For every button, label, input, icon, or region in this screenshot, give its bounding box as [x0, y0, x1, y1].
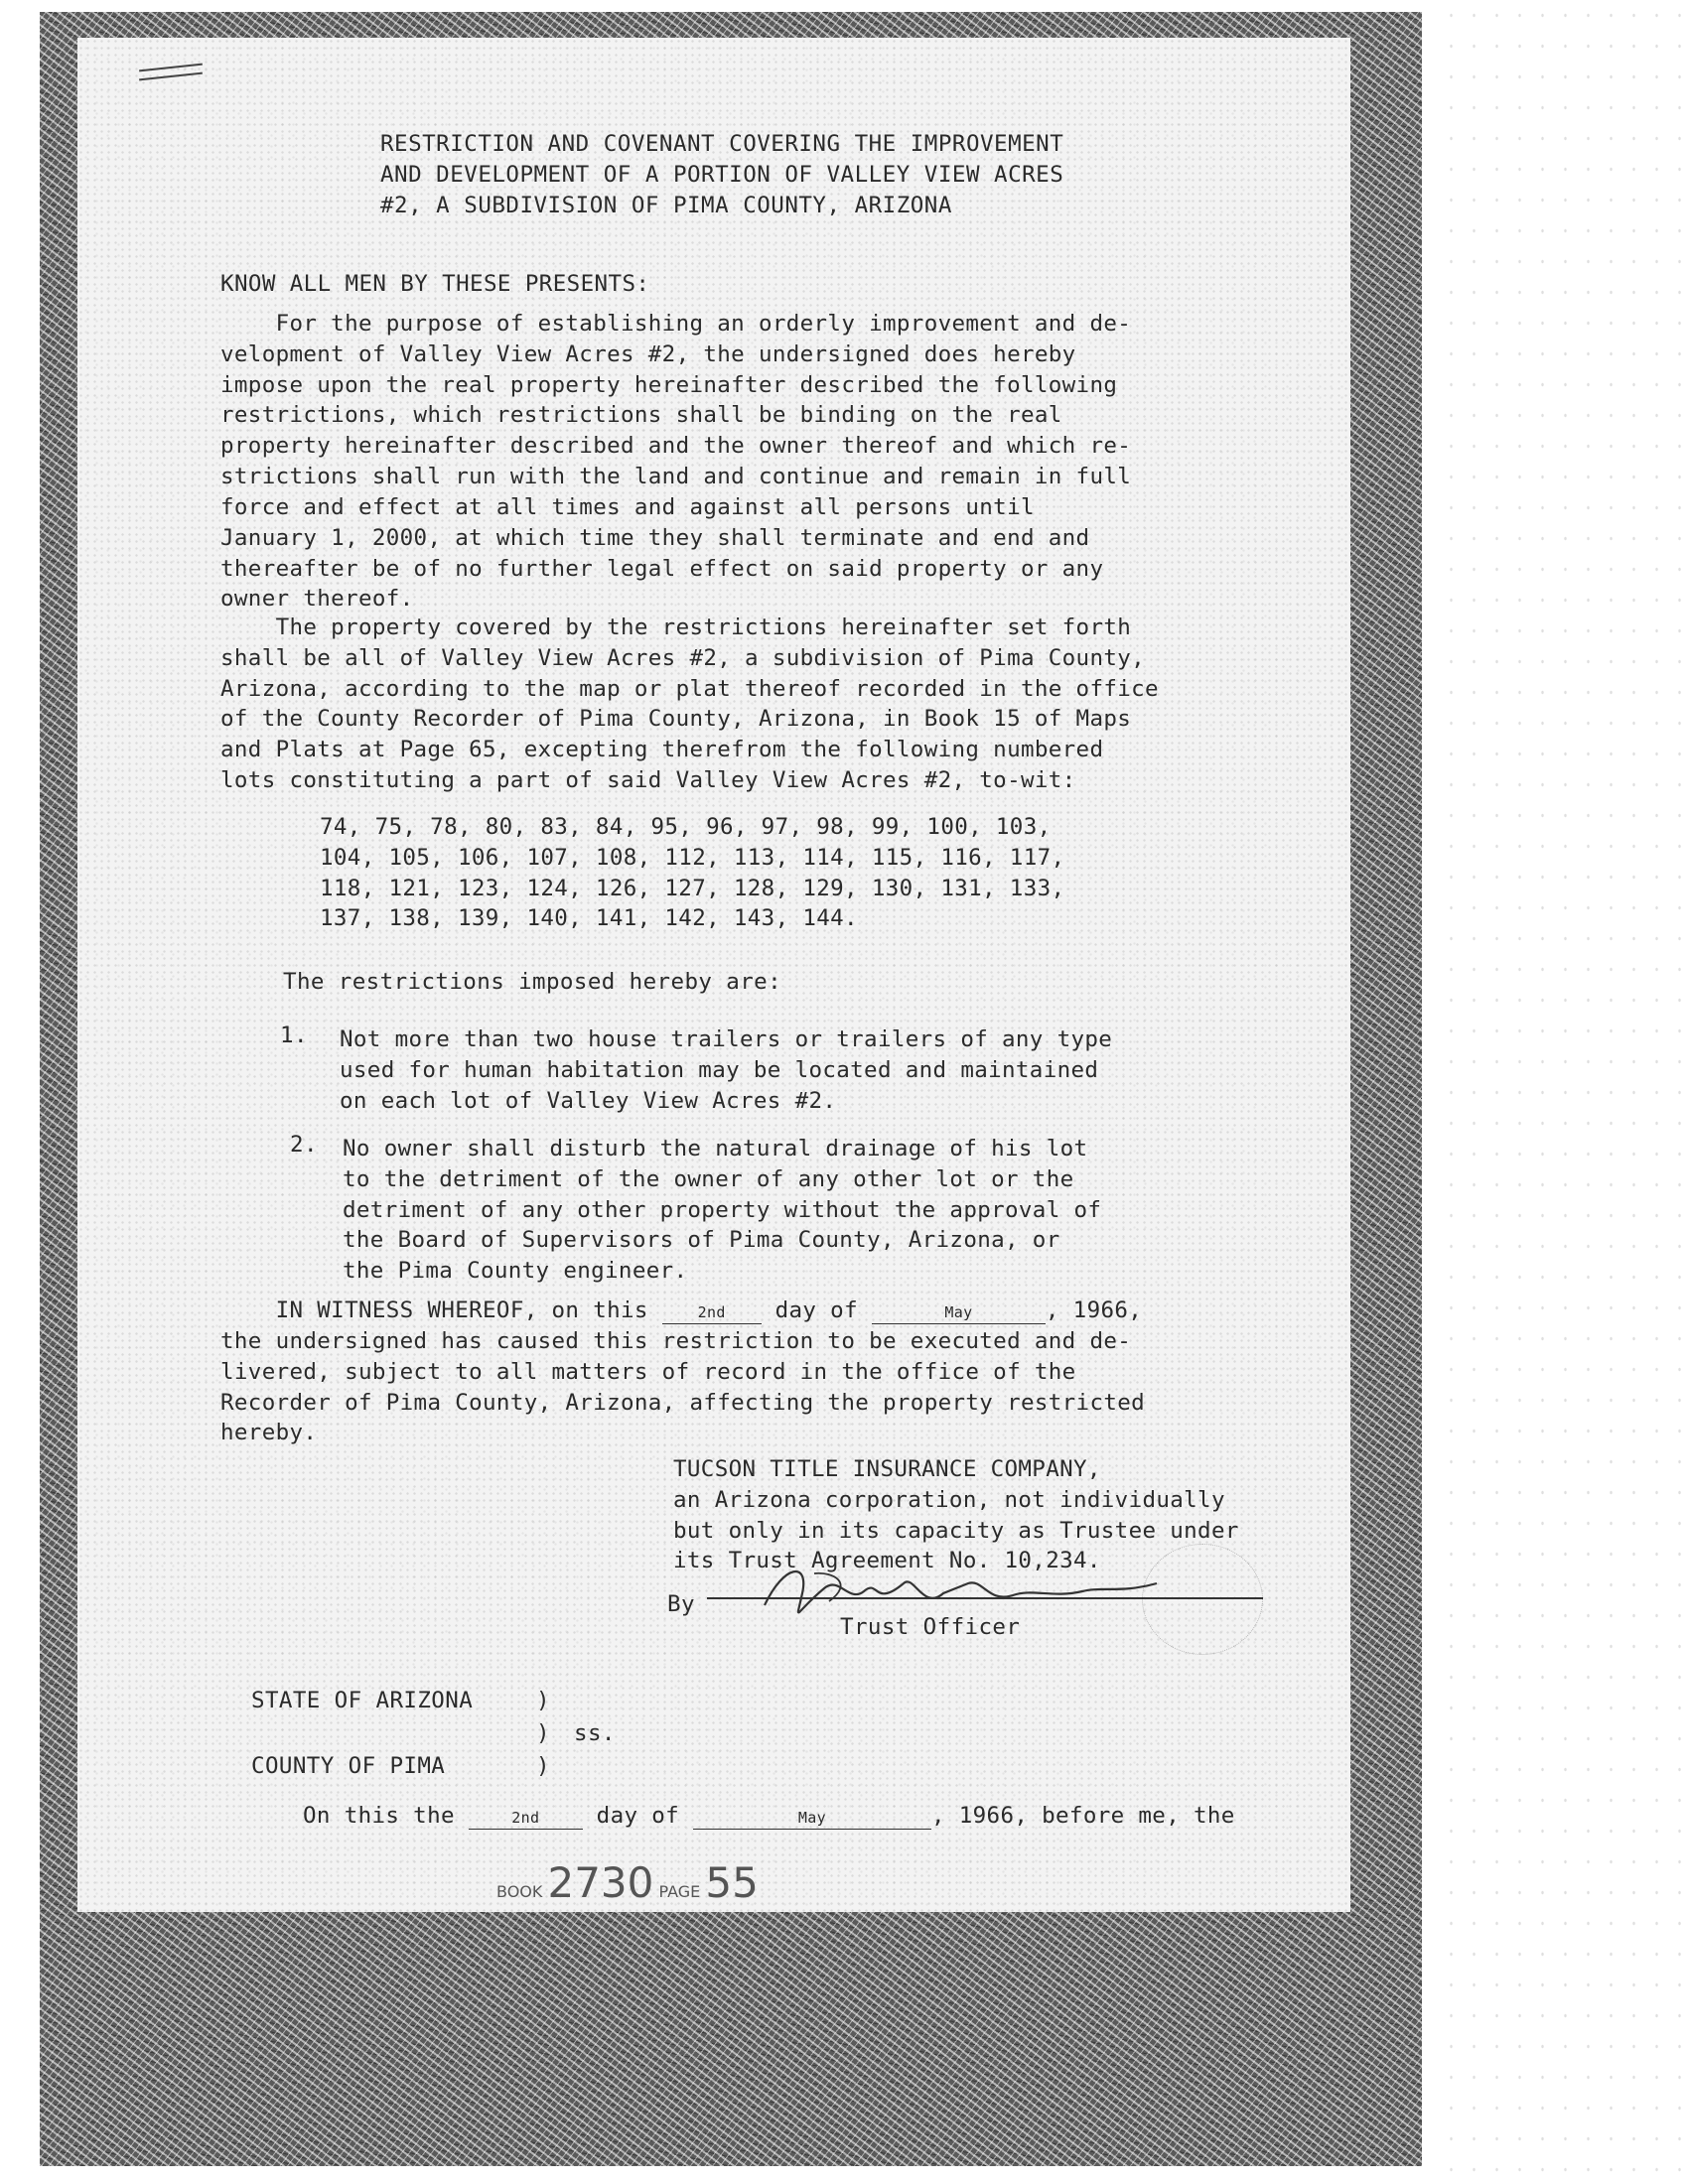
restriction-1-number: 1.: [280, 1023, 308, 1048]
record-page-number: 55: [705, 1858, 759, 1907]
venue-paren-3: ): [536, 1753, 550, 1779]
restriction-2-line: the Board of Supervisors of Pima County, Arizona, or: [343, 1227, 1060, 1254]
purpose-line: property hereinafter described and the owner thereof and which re-: [220, 433, 1132, 460]
trustee-line: its Trust Agreement No. 10,234.: [673, 1548, 1101, 1574]
venue-paren-1: ): [536, 1688, 550, 1713]
purpose-line: January 1, 2000, at which time they shall terminate and end and: [220, 524, 1090, 551]
venue-ss: ss.: [574, 1720, 616, 1746]
recording-stamp: [496, 1858, 759, 1907]
witness-paragraph: [220, 1326, 1145, 1448]
purpose-line: restrictions, which restrictions shall be binding on the real: [220, 402, 1062, 429]
lot-number-row: 104, 105, 106, 107, 108, 112, 113, 114, 115, 116, 117,: [320, 844, 1065, 871]
property-line: of the County Recorder of Pima County, Arizona, in Book 15 of Maps: [220, 706, 1132, 733]
witness-line: hereby.: [220, 1420, 318, 1446]
title-line-1: RESTRICTION AND COVENANT COVERING THE IMPROVEMENT: [380, 131, 1064, 157]
document-title: [380, 129, 1063, 221]
property-line: Arizona, according to the map or plat thereof recorded in the office: [220, 675, 1159, 702]
restriction-2-line: the Pima County engineer.: [343, 1258, 688, 1285]
witness-day-of: day of: [774, 1297, 858, 1323]
lot-number-row: 137, 138, 139, 140, 141, 142, 143, 144.: [320, 905, 858, 932]
restriction-1-line: on each lot of Valley View Acres #2.: [340, 1087, 837, 1114]
handwritten-signature: [755, 1554, 1172, 1623]
property-paragraph: [220, 613, 1159, 796]
witness-first-line: [220, 1296, 1142, 1326]
purpose-line: thereafter be of no further legal effect on said property or any: [220, 555, 1104, 582]
title-line-2: AND DEVELOPMENT OF A PORTION OF VALLEY VIEW ACRES: [380, 162, 1064, 189]
property-line: shall be all of Valley View Acres #2, a subdivision of Pima County,: [220, 644, 1146, 671]
restriction-2-number: 2.: [290, 1132, 318, 1158]
restriction-1-line: used for human habitation may be located and maintained: [340, 1056, 1099, 1083]
purpose-line: owner thereof.: [220, 586, 414, 613]
pen-marks: [139, 60, 203, 84]
purpose-line: velopment of Valley View Acres #2, the undersigned does hereby: [220, 341, 1076, 367]
witness-line: livered, subject to all matters of record in the office of the: [220, 1358, 1076, 1385]
record-book-number: 2730: [547, 1858, 654, 1907]
record-page-label: PAGE: [658, 1882, 701, 1901]
restriction-1-text: [340, 1024, 1112, 1116]
witness-line: the undersigned has caused this restriction to be executed and de-: [220, 1328, 1132, 1354]
ack-month: May: [693, 1808, 931, 1830]
purpose-line: For the purpose of establishing an orderly improvement and de-: [220, 311, 1132, 337]
title-line-3: #2, A SUBDIVISION OF PIMA COUNTY, ARIZONA: [380, 193, 952, 219]
lot-number-list: [320, 812, 1064, 934]
restriction-2-line: detriment of any other property without the approval of: [343, 1196, 1102, 1223]
venue-paren-2: ): [536, 1720, 550, 1746]
restrictions-intro: The restrictions imposed hereby are:: [283, 969, 782, 995]
witness-line: Recorder of Pima County, Arizona, affecting the property restricted: [220, 1389, 1146, 1416]
witness-month: May: [872, 1302, 1046, 1324]
witness-year: , 1966,: [1045, 1297, 1143, 1323]
witness-prefix: IN WITNESS WHEREOF, on this: [220, 1297, 648, 1323]
lot-number-row: 74, 75, 78, 80, 83, 84, 95, 96, 97, 98, 99, 100, 103,: [320, 814, 1052, 840]
restriction-2-line: to the detriment of the owner of any other lot or the: [343, 1165, 1074, 1192]
witness-day: 2nd: [662, 1302, 762, 1324]
property-line: lots constituting a part of said Valley View Acres #2, to-wit:: [220, 767, 1076, 794]
lot-number-row: 118, 121, 123, 124, 126, 127, 128, 129, 130, 131, 133,: [320, 875, 1065, 901]
venue-county: COUNTY OF PIMA: [251, 1753, 446, 1779]
record-book-label: BOOK: [496, 1882, 543, 1901]
restriction-2-text: [343, 1134, 1101, 1287]
restriction-2-line: No owner shall disturb the natural drainage of his lot: [343, 1136, 1088, 1161]
scan-noise: [1440, 0, 1688, 2184]
ack-day: 2nd: [469, 1808, 583, 1830]
ack-prefix: On this the: [303, 1803, 455, 1829]
trustee-line: an Arizona corporation, not individually: [673, 1486, 1225, 1513]
restriction-1-line: Not more than two house trailers or trailers of any type: [340, 1026, 1113, 1052]
opening-line: KNOW ALL MEN BY THESE PRESENTS:: [220, 271, 650, 297]
signature-title: Trust Officer: [840, 1614, 1021, 1640]
signature-by-label: By: [667, 1591, 695, 1617]
purpose-line: force and effect at all times and against all persons until: [220, 493, 1035, 520]
property-line: The property covered by the restrictions hereinafter set forth: [220, 614, 1132, 640]
purpose-line: strictions shall run with the land and continue and remain in full: [220, 464, 1132, 490]
acknowledgment-line: [303, 1801, 1235, 1832]
venue-state: STATE OF ARIZONA: [251, 1688, 474, 1713]
property-line: and Plats at Page 65, excepting therefrom the following numbered: [220, 737, 1104, 763]
ack-day-of: day of: [596, 1803, 680, 1829]
purpose-paragraph: [220, 309, 1131, 614]
corporate-seal: [1142, 1544, 1263, 1655]
purpose-line: impose upon the real property hereinafter described the following: [220, 371, 1118, 398]
trustee-line: TUCSON TITLE INSURANCE COMPANY,: [673, 1456, 1101, 1482]
trustee-line: but only in its capacity as Trustee under: [673, 1517, 1239, 1544]
ack-suffix: , 1966, before me, the: [930, 1803, 1235, 1829]
